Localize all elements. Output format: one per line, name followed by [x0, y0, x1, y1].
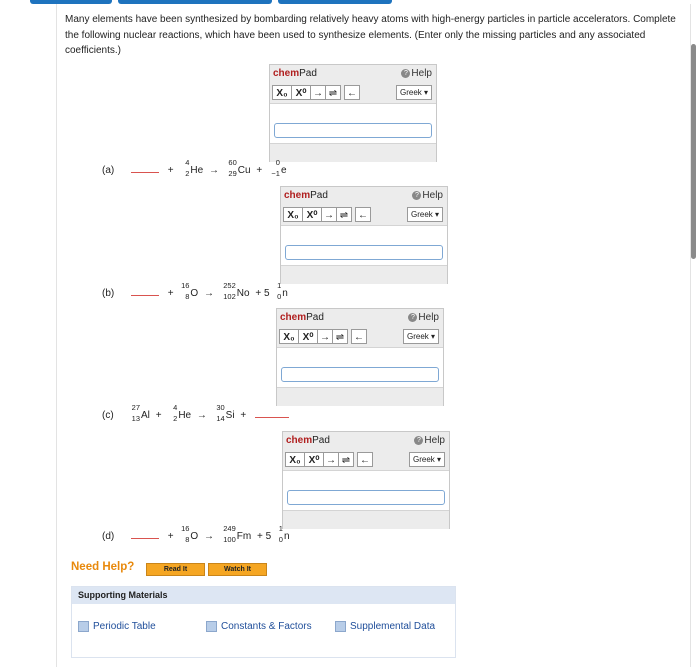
equilibrium-button[interactable]: ⇌: [325, 85, 341, 100]
reaction-label: (b): [102, 288, 115, 299]
subscript-button[interactable]: X₀: [279, 329, 299, 344]
document-icon: [335, 621, 346, 632]
equilibrium-button[interactable]: ⇌: [332, 329, 348, 344]
nuclide-aluminum: 27 13 Al: [131, 403, 150, 424]
help-icon: ?: [401, 69, 410, 78]
nuclide-electron: 0 −1 e: [271, 158, 287, 179]
watch-it-button[interactable]: Watch It: [208, 563, 267, 576]
greek-dropdown[interactable]: Greek ▾: [407, 207, 443, 222]
chempad-footer: [281, 265, 447, 284]
supplemental-data-link[interactable]: Supplemental Data: [335, 621, 435, 632]
help-icon: ?: [414, 436, 423, 445]
chempad-footer: [270, 143, 436, 162]
reaction-label: (a): [102, 165, 115, 176]
subscript-button[interactable]: X₀: [272, 85, 292, 100]
chempad-d: [282, 431, 450, 529]
chempad-title: chemPad: [286, 435, 330, 446]
arrow-button[interactable]: →: [323, 452, 339, 467]
answer-blank[interactable]: [131, 538, 159, 539]
superscript-button[interactable]: X⁰: [291, 85, 311, 100]
nuclide-nobelium: 252 102 No: [223, 281, 250, 302]
help-icon: ?: [408, 313, 417, 322]
reaction-label: (c): [102, 410, 114, 421]
chempad-title: chemPad: [273, 68, 317, 79]
nuclide-silicon: 30 14 Si: [216, 403, 235, 424]
left-arrow-button[interactable]: ←: [357, 452, 373, 467]
superscript-button[interactable]: X⁰: [298, 329, 318, 344]
superscript-button[interactable]: X⁰: [302, 207, 322, 222]
chempad-toolbar: [270, 83, 436, 104]
read-it-button[interactable]: Read It: [146, 563, 205, 576]
chempad-toolbar: [281, 205, 447, 226]
periodic-table-link[interactable]: Periodic Table: [78, 621, 156, 632]
reaction-label: (d): [102, 531, 115, 542]
equilibrium-button[interactable]: ⇌: [338, 452, 354, 467]
superscript-button[interactable]: X⁰: [304, 452, 324, 467]
nuclide-fermium: 249 100 Fm: [223, 524, 252, 545]
chempad-help-link[interactable]: ? Help: [412, 190, 443, 201]
arrow-button[interactable]: →: [317, 329, 333, 344]
chempad-title: chemPad: [284, 190, 328, 201]
chempad-body: [281, 226, 447, 264]
chempad-input[interactable]: [274, 123, 432, 138]
nuclide-neutron: 1 0 n: [277, 281, 288, 302]
chempad-help-link[interactable]: ? Help: [414, 435, 445, 446]
equilibrium-button[interactable]: ⇌: [336, 207, 352, 222]
scrollbar[interactable]: [691, 44, 696, 259]
chempad-input[interactable]: [281, 367, 439, 382]
chempad-header: [283, 432, 449, 451]
arrow-button[interactable]: →: [310, 85, 326, 100]
chempad-input[interactable]: [285, 245, 443, 260]
left-arrow-button[interactable]: ←: [351, 329, 367, 344]
nuclide-oxygen: 16 8 O: [181, 281, 199, 302]
greek-dropdown[interactable]: Greek ▾: [403, 329, 439, 344]
nuclide-copper: 60 29 Cu: [228, 158, 251, 179]
chempad-header: [270, 65, 436, 84]
nuclide-neutron: 1 0 n: [278, 524, 290, 545]
question-intro: Many elements have been synthesized by bombarding relatively heavy atoms with high-energy particles in particle accelerators. Complete the following nuclear reactions, which have been used to synthesize elements. (Enter only the missing particles and any associated coefficients.): [65, 14, 676, 56]
answer-blank[interactable]: [131, 172, 159, 173]
chempad-footer: [283, 510, 449, 529]
chempad-toolbar: [277, 327, 443, 348]
chempad-header: [281, 187, 447, 206]
help-icon: ?: [412, 191, 421, 200]
answer-blank[interactable]: [255, 417, 289, 418]
left-arrow-button[interactable]: ←: [355, 207, 371, 222]
greek-dropdown[interactable]: Greek ▾: [409, 452, 445, 467]
chempad-body: [283, 471, 449, 509]
arrow-button[interactable]: →: [321, 207, 337, 222]
chempad-a: [269, 64, 437, 162]
constants-factors-link[interactable]: Constants & Factors: [206, 621, 312, 632]
greek-dropdown[interactable]: Greek ▾: [396, 85, 432, 100]
nuclide-oxygen: 16 8 O: [181, 524, 199, 545]
chempad-header: [277, 309, 443, 328]
need-help-label: Need Help?: [71, 561, 135, 573]
document-icon: [206, 621, 217, 632]
chempad-title: chemPad: [280, 312, 324, 323]
subscript-button[interactable]: X₀: [283, 207, 303, 222]
left-arrow-button[interactable]: ←: [344, 85, 360, 100]
chempad-body: [277, 348, 443, 386]
chempad-toolbar: [283, 450, 449, 471]
nuclide-helium: 4 2 He: [185, 158, 204, 179]
nuclide-helium: 4 2 He: [173, 403, 192, 424]
subscript-button[interactable]: X₀: [285, 452, 305, 467]
chempad-c: [276, 308, 444, 406]
chempad-help-link[interactable]: ? Help: [401, 68, 432, 79]
chempad-body: [270, 104, 436, 142]
supporting-materials: [71, 586, 456, 658]
document-icon: [78, 621, 89, 632]
answer-blank[interactable]: [131, 295, 159, 296]
chempad-b: [280, 186, 448, 284]
chempad-footer: [277, 387, 443, 406]
chempad-help-link[interactable]: ? Help: [408, 312, 439, 323]
chempad-input[interactable]: [287, 490, 445, 505]
supporting-materials-heading: Supporting Materials: [72, 587, 455, 604]
